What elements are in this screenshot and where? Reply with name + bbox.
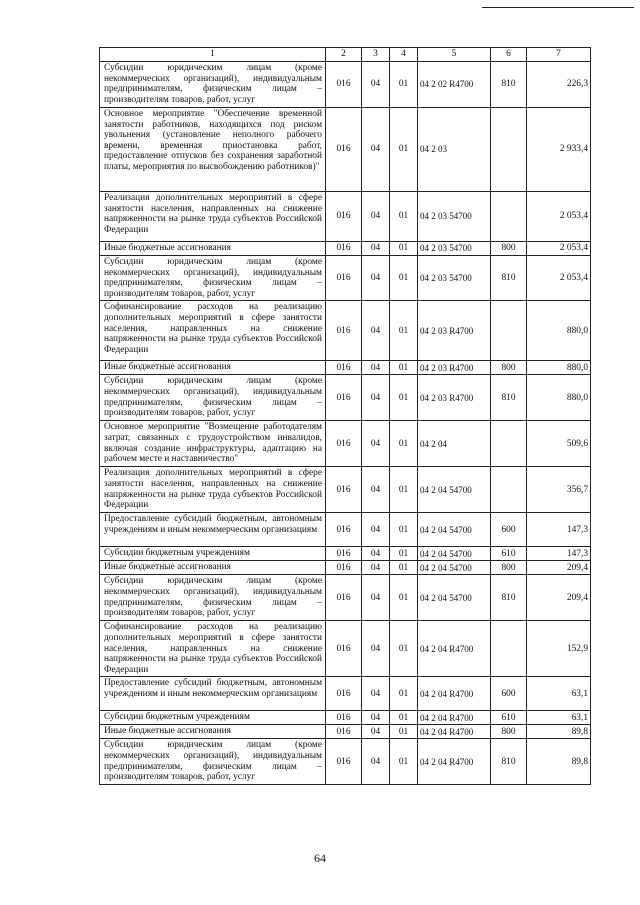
header-cell: 3	[362, 48, 390, 62]
row-value-cell: 04 2 02 R4700	[418, 62, 491, 108]
row-value-cell: 016	[326, 725, 362, 739]
row-value-cell: 810	[491, 375, 527, 421]
row-description-cell: Субсидии юридическим лицам (кроме некоммерческих организаций), индивидуальным предпринимателям, физическим лицам – производителям товаров, работ, услуг	[100, 575, 326, 621]
row-value-cell: 04	[362, 242, 390, 256]
row-value-cell	[491, 467, 527, 513]
table-row	[100, 301, 591, 361]
row-value-cell: 880,0	[527, 301, 591, 361]
table-row	[100, 677, 591, 711]
row-value-cell: 800	[491, 361, 527, 375]
row-value-cell: 01	[390, 561, 418, 575]
row-value-cell: 600	[491, 677, 527, 711]
row-value-cell: 04	[362, 547, 390, 561]
row-value-cell: 610	[491, 711, 527, 725]
table-header-row	[100, 48, 591, 62]
table-row	[100, 513, 591, 547]
table-row	[100, 467, 591, 513]
row-description-cell: Субсидии бюджетным учреждениям	[100, 547, 326, 561]
row-value-cell: 600	[491, 513, 527, 547]
row-value-cell: 800	[491, 725, 527, 739]
row-value-cell: 016	[326, 621, 362, 677]
row-value-cell: 04 2 04 R4700	[418, 621, 491, 677]
table-row	[100, 621, 591, 677]
row-value-cell: 016	[326, 561, 362, 575]
row-value-cell: 04	[362, 677, 390, 711]
row-description-cell: Предоставление субсидий бюджетным, автономным учреждениям и иным некоммерческим организациям	[100, 513, 326, 547]
row-value-cell: 2 053,4	[527, 256, 591, 301]
row-value-cell: 04 2 04 54700	[418, 467, 491, 513]
row-value-cell: 209,4	[527, 561, 591, 575]
row-value-cell: 04 2 04 54700	[418, 575, 491, 621]
row-value-cell: 509,6	[527, 421, 591, 467]
header-cell: 1	[100, 48, 326, 62]
row-value-cell: 016	[326, 421, 362, 467]
budget-table-container	[99, 47, 590, 785]
row-value-cell: 04	[362, 108, 390, 192]
row-value-cell: 04 2 03 54700	[418, 192, 491, 242]
row-value-cell: 016	[326, 361, 362, 375]
row-value-cell: 610	[491, 547, 527, 561]
row-value-cell: 89,8	[527, 739, 591, 785]
header-cell: 2	[326, 48, 362, 62]
row-value-cell: 01	[390, 711, 418, 725]
row-value-cell: 04	[362, 421, 390, 467]
row-value-cell: 016	[326, 575, 362, 621]
row-value-cell: 152,9	[527, 621, 591, 677]
row-value-cell: 01	[390, 677, 418, 711]
table-row	[100, 547, 591, 561]
table-row	[100, 256, 591, 301]
row-value-cell: 810	[491, 739, 527, 785]
row-value-cell: 016	[326, 677, 362, 711]
table-row	[100, 62, 591, 108]
row-description-cell: Субсидии юридическим лицам (кроме некоммерческих организаций), индивидуальным предпринимателям, физическим лицам – производителям товаров, работ, услуг	[100, 375, 326, 421]
row-value-cell: 800	[491, 561, 527, 575]
row-value-cell	[491, 301, 527, 361]
row-value-cell: 016	[326, 739, 362, 785]
row-description-cell: Основное мероприятие "Обеспечение временной занятости работников, находящихся под риском увольнения (установление неполного рабочего времени, временная приостановка работ, предоставление отпусков без сохранения заработной платы, мероприятия по высвобождению работников)"	[100, 108, 326, 192]
row-value-cell: 04	[362, 711, 390, 725]
row-value-cell: 01	[390, 467, 418, 513]
row-value-cell: 01	[390, 547, 418, 561]
row-description-cell: Субсидии бюджетным учреждениям	[100, 711, 326, 725]
row-value-cell: 2 053,4	[527, 242, 591, 256]
row-value-cell: 04 2 04 R4700	[418, 725, 491, 739]
row-value-cell: 04	[362, 62, 390, 108]
row-value-cell: 89,8	[527, 725, 591, 739]
row-value-cell: 800	[491, 242, 527, 256]
row-description-cell: Софинансирование расходов на реализацию дополнительных мероприятий в сфере занятости населения, направленных на снижение напряженности на рынке труда субъектов Российской Федерации	[100, 621, 326, 677]
row-value-cell: 04	[362, 561, 390, 575]
row-value-cell: 01	[390, 375, 418, 421]
row-value-cell: 04	[362, 361, 390, 375]
row-value-cell: 016	[326, 467, 362, 513]
header-cell: 6	[491, 48, 527, 62]
row-value-cell: 01	[390, 725, 418, 739]
row-value-cell: 04 2 04 54700	[418, 547, 491, 561]
row-value-cell: 016	[326, 711, 362, 725]
table-row	[100, 739, 591, 785]
row-value-cell: 016	[326, 375, 362, 421]
table-row	[100, 108, 591, 192]
row-description-cell: Субсидии юридическим лицам (кроме некоммерческих организаций), индивидуальным предпринимателям, физическим лицам – производителям товаров, работ, услуг	[100, 256, 326, 301]
table-row	[100, 192, 591, 242]
top-rule	[482, 7, 634, 8]
row-value-cell: 01	[390, 108, 418, 192]
row-value-cell: 01	[390, 361, 418, 375]
row-value-cell: 04	[362, 301, 390, 361]
row-value-cell: 016	[326, 547, 362, 561]
row-value-cell: 04 2 04	[418, 421, 491, 467]
row-description-cell: Основное мероприятие "Возмещение работодателям затрат, связанных с трудоустройством инвалидов, включая создание инфраструктуры, адаптацию на рабочем месте и наставничество"	[100, 421, 326, 467]
row-value-cell: 810	[491, 62, 527, 108]
row-value-cell: 880,0	[527, 361, 591, 375]
row-description-cell: Реализация дополнительных мероприятий в сфере занятости населения, направленных на снижение напряженности на рынке труда субъектов Российской Федерации	[100, 467, 326, 513]
row-value-cell	[491, 108, 527, 192]
row-description-cell: Субсидии юридическим лицам (кроме некоммерческих организаций), индивидуальным предпринимателям, физическим лицам – производителям товаров, работ, услуг	[100, 739, 326, 785]
row-value-cell: 147,3	[527, 513, 591, 547]
row-value-cell: 04 2 03 54700	[418, 242, 491, 256]
row-description-cell: Иные бюджетные ассигнования	[100, 361, 326, 375]
row-value-cell: 04 2 03 R4700	[418, 375, 491, 421]
row-value-cell: 01	[390, 621, 418, 677]
row-value-cell: 356,7	[527, 467, 591, 513]
row-value-cell: 016	[326, 301, 362, 361]
row-value-cell: 810	[491, 575, 527, 621]
row-value-cell: 2 933,4	[527, 108, 591, 192]
budget-table	[99, 47, 591, 785]
table-row	[100, 561, 591, 575]
row-value-cell: 04 2 03	[418, 108, 491, 192]
row-value-cell: 01	[390, 739, 418, 785]
table-row	[100, 361, 591, 375]
table-row	[100, 711, 591, 725]
row-description-cell: Иные бюджетные ассигнования	[100, 242, 326, 256]
row-value-cell: 04	[362, 513, 390, 547]
row-description-cell: Иные бюджетные ассигнования	[100, 725, 326, 739]
table-row	[100, 242, 591, 256]
table-row	[100, 375, 591, 421]
row-value-cell: 016	[326, 513, 362, 547]
row-value-cell: 226,3	[527, 62, 591, 108]
header-cell: 4	[390, 48, 418, 62]
header-cell: 7	[527, 48, 591, 62]
row-value-cell: 04	[362, 256, 390, 301]
row-value-cell	[491, 421, 527, 467]
row-value-cell: 04	[362, 725, 390, 739]
row-value-cell: 01	[390, 256, 418, 301]
row-value-cell: 016	[326, 242, 362, 256]
row-value-cell: 63,1	[527, 711, 591, 725]
row-value-cell: 016	[326, 192, 362, 242]
row-value-cell: 04 2 03 R4700	[418, 301, 491, 361]
row-value-cell: 016	[326, 108, 362, 192]
table-row	[100, 421, 591, 467]
row-value-cell: 04 2 03 R4700	[418, 361, 491, 375]
row-value-cell: 04 2 04 R4700	[418, 739, 491, 785]
row-value-cell: 04	[362, 192, 390, 242]
row-value-cell	[491, 192, 527, 242]
row-value-cell: 810	[491, 256, 527, 301]
row-value-cell: 04 2 04 54700	[418, 561, 491, 575]
row-value-cell: 01	[390, 192, 418, 242]
row-value-cell: 04 2 03 54700	[418, 256, 491, 301]
row-value-cell: 147,3	[527, 547, 591, 561]
row-value-cell: 01	[390, 421, 418, 467]
table-row	[100, 575, 591, 621]
row-value-cell: 209,4	[527, 575, 591, 621]
row-description-cell: Иные бюджетные ассигнования	[100, 561, 326, 575]
page-number: 64	[314, 851, 326, 865]
row-value-cell: 01	[390, 575, 418, 621]
row-value-cell: 016	[326, 256, 362, 301]
row-value-cell: 2 053,4	[527, 192, 591, 242]
row-value-cell: 880,0	[527, 375, 591, 421]
table-row	[100, 725, 591, 739]
row-description-cell: Софинансирование расходов на реализацию дополнительных мероприятий в сфере занятости населения, направленных на снижение напряженности на рынке труда субъектов Российской Федерации	[100, 301, 326, 361]
row-value-cell: 04	[362, 739, 390, 785]
row-value-cell: 01	[390, 513, 418, 547]
row-description-cell: Субсидии юридическим лицам (кроме некоммерческих организаций), индивидуальным предпринимателям, физическим лицам – производителям товаров, работ, услуг	[100, 62, 326, 108]
row-value-cell: 04	[362, 467, 390, 513]
row-value-cell: 016	[326, 62, 362, 108]
row-description-cell: Реализация дополнительных мероприятий в сфере занятости населения, направленных на снижение напряженности на рынке труда субъектов Российской Федерации	[100, 192, 326, 242]
row-description-cell: Предоставление субсидий бюджетным, автономным учреждениям и иным некоммерческим организациям	[100, 677, 326, 711]
row-value-cell	[491, 621, 527, 677]
row-value-cell: 04 2 04 R4700	[418, 677, 491, 711]
row-value-cell: 01	[390, 242, 418, 256]
row-value-cell: 04	[362, 621, 390, 677]
row-value-cell: 01	[390, 62, 418, 108]
row-value-cell: 63,1	[527, 677, 591, 711]
row-value-cell: 04 2 04 54700	[418, 513, 491, 547]
header-cell: 5	[418, 48, 491, 62]
row-value-cell: 01	[390, 301, 418, 361]
row-value-cell: 04	[362, 375, 390, 421]
row-value-cell: 04 2 04 R4700	[418, 711, 491, 725]
row-value-cell: 04	[362, 575, 390, 621]
